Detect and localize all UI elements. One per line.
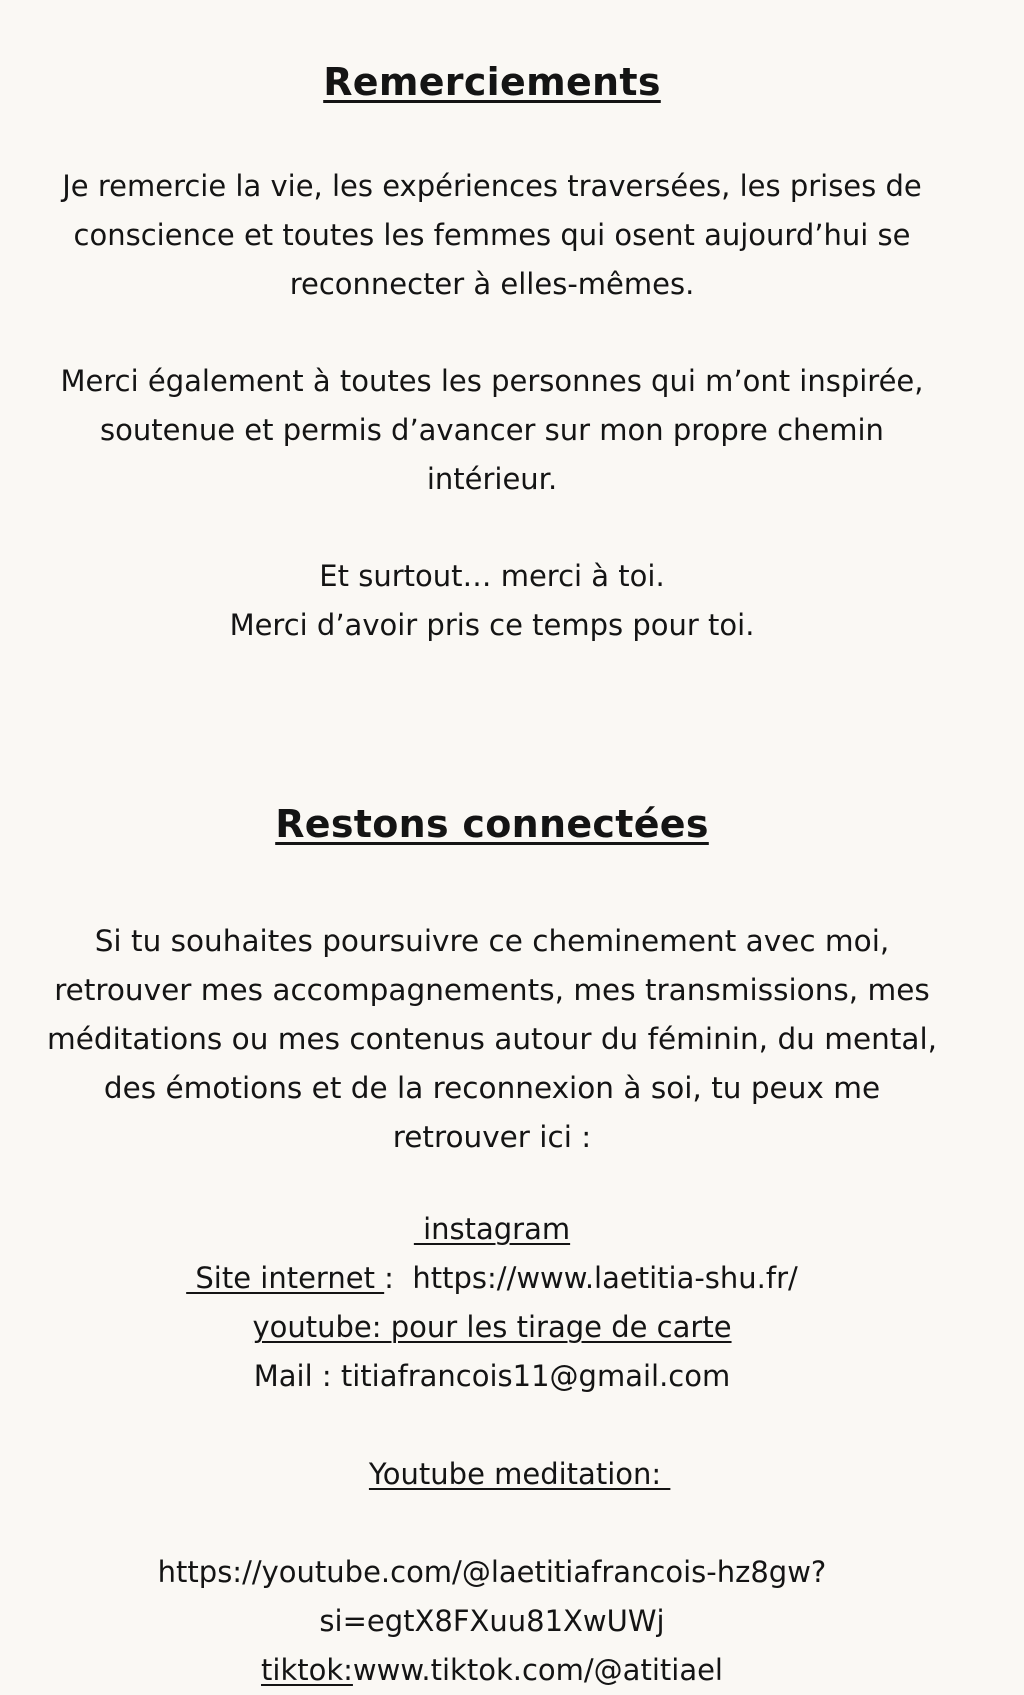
- tiktok-row: [0, 1646, 984, 1695]
- site-link[interactable]: Site internet: [186, 1261, 385, 1295]
- instagram-row: [0, 1205, 984, 1254]
- thanks-title: [0, 58, 984, 106]
- text-line: retrouver ici :: [392, 1120, 592, 1154]
- connect-paragraph: [0, 917, 984, 1162]
- youtube-cards-row: [0, 1303, 984, 1352]
- thanks-paragraph-3: [0, 552, 984, 650]
- site-row: [0, 1254, 984, 1303]
- text-line: retrouver mes accompagnements, mes transmissions, mes: [54, 973, 930, 1007]
- youtube-meditation-link[interactable]: Youtube meditation:: [368, 1457, 671, 1491]
- text-line: Je remercie la vie, les expériences traversées, les prises de: [62, 169, 922, 203]
- text-line: Merci également à toutes les personnes qui m’ont inspirée,: [60, 364, 924, 398]
- text-line: méditations ou mes contenus autour du féminin, du mental,: [46, 1022, 938, 1056]
- site-separator: :: [384, 1261, 413, 1295]
- text-line: conscience et toutes les femmes qui osent aujourd’hui se: [73, 218, 911, 252]
- youtube-meditation-url: https://youtube.com/@laetitiafrancois-hz8gw?: [157, 1555, 827, 1589]
- connect-title-text: Restons connectées: [275, 802, 709, 846]
- mail-row: [0, 1352, 984, 1401]
- text-line: soutenue et permis d’avancer sur mon propre chemin: [100, 413, 884, 447]
- text-line: intérieur.: [426, 462, 558, 496]
- instagram-link[interactable]: instagram: [413, 1212, 571, 1246]
- text-line: Si tu souhaites poursuivre ce cheminement avec moi,: [94, 924, 890, 958]
- mail-address: titiafrancois11@gmail.com: [340, 1359, 731, 1393]
- text-line: des émotions et de la reconnexion à soi, tu peux me: [103, 1071, 881, 1105]
- text-line: Merci d’avoir pris ce temps pour toi.: [229, 608, 755, 642]
- tiktok-link[interactable]: tiktok:: [261, 1653, 353, 1687]
- site-url: https://www.laetitia-shu.fr/: [412, 1261, 798, 1295]
- contact-links: [0, 1205, 984, 1695]
- tiktok-address: www.tiktok.com/@atitiael: [352, 1653, 723, 1687]
- mail-label: Mail :: [253, 1359, 341, 1393]
- youtube-meditation-url-continued: si=egtX8FXuu81XwUWj: [319, 1604, 665, 1638]
- connect-title: [0, 800, 984, 848]
- thanks-paragraph-2: [0, 357, 984, 504]
- text-line: Et surtout… merci à toi.: [319, 559, 665, 593]
- youtube-cards-link[interactable]: youtube: pour les tirage de carte: [252, 1310, 732, 1344]
- thanks-title-text: Remerciements: [323, 60, 661, 104]
- text-line: reconnecter à elles-mêmes.: [289, 267, 695, 301]
- thanks-paragraph-1: [0, 162, 984, 309]
- youtube-meditation-row: [0, 1401, 984, 1548]
